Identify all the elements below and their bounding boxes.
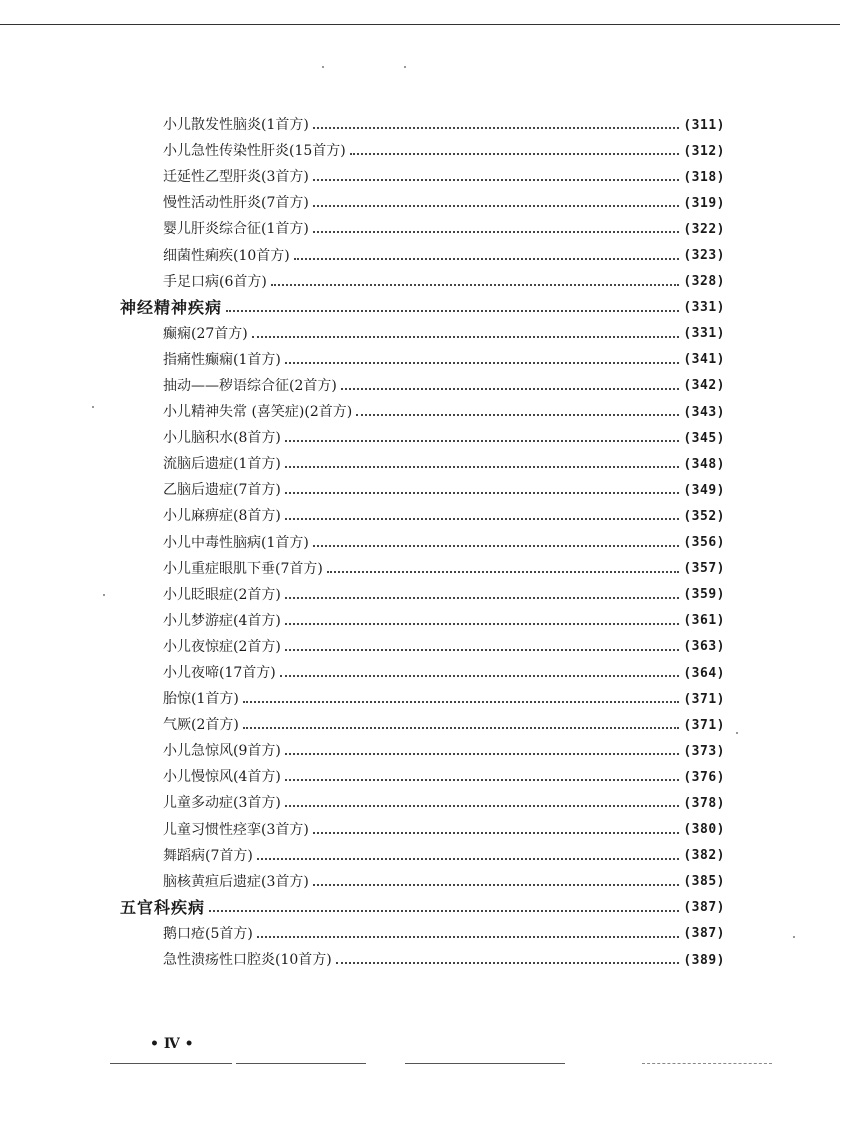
toc-entry[interactable] bbox=[110, 164, 725, 190]
toc-entry-page: (380) bbox=[683, 822, 725, 838]
toc-entry-page: (345) bbox=[683, 430, 725, 446]
toc-entry[interactable] bbox=[110, 660, 725, 686]
dot-leader bbox=[209, 910, 679, 912]
scan-speck bbox=[404, 66, 406, 68]
toc-entry[interactable] bbox=[110, 817, 725, 843]
toc-entry-title: 细菌性痢疾(10首方) bbox=[163, 247, 290, 264]
toc-entry-title: 小儿急性传染性肝炎(15首方) bbox=[163, 143, 346, 160]
dot-leader bbox=[257, 936, 680, 938]
toc-entry-title: 小儿麻痹症(8首方) bbox=[163, 508, 281, 525]
toc-entry[interactable] bbox=[110, 216, 725, 242]
dot-leader bbox=[280, 675, 680, 677]
dot-leader bbox=[294, 258, 680, 260]
toc-entry-title: 乙脑后遗症(7首方) bbox=[163, 482, 281, 499]
toc-entry-page: (328) bbox=[683, 274, 725, 290]
toc-entry-page: (387) bbox=[683, 900, 725, 916]
toc-entry-page: (376) bbox=[683, 769, 725, 785]
toc-entry[interactable] bbox=[110, 921, 725, 947]
toc-entry[interactable] bbox=[110, 582, 725, 608]
toc-entry[interactable] bbox=[110, 686, 725, 712]
toc-entry-title: 神经精神疾病 bbox=[120, 297, 223, 317]
toc-entry-title: 小儿散发性脑炎(1首方) bbox=[163, 117, 309, 134]
toc-entry-title: 小儿重症眼肌下垂(7首方) bbox=[163, 560, 323, 577]
toc-section-heading[interactable] bbox=[110, 295, 725, 321]
toc-entry[interactable] bbox=[110, 738, 725, 764]
toc-entry-page: (371) bbox=[683, 717, 725, 733]
toc-entry-page: (341) bbox=[683, 352, 725, 368]
top-rule bbox=[0, 24, 840, 25]
dot-leader bbox=[285, 805, 680, 807]
dot-leader bbox=[285, 753, 680, 755]
dot-leader bbox=[336, 962, 680, 964]
toc-entry[interactable] bbox=[110, 425, 725, 451]
toc-entry-title: 小儿眨眼症(2首方) bbox=[163, 586, 281, 603]
toc-entry[interactable] bbox=[110, 190, 725, 216]
bottom-rule-segment bbox=[405, 1063, 565, 1064]
dot-leader bbox=[285, 623, 680, 625]
toc-entry-page: (311) bbox=[683, 117, 725, 133]
toc-entry-title: 小儿慢惊风(4首方) bbox=[163, 769, 281, 786]
dot-leader bbox=[257, 858, 680, 860]
dot-leader bbox=[313, 205, 680, 207]
toc-entry-title: 小儿精神失常 (喜笑症)(2首方) bbox=[163, 404, 353, 421]
toc-entry-page: (373) bbox=[683, 743, 725, 759]
toc-entry-title: 五官科疾病 bbox=[120, 897, 206, 917]
dot-leader bbox=[285, 597, 680, 599]
toc-entry[interactable] bbox=[110, 242, 725, 268]
dot-leader bbox=[285, 362, 680, 364]
toc-entry-page: (361) bbox=[683, 613, 725, 629]
dot-leader bbox=[350, 153, 680, 155]
scan-speck bbox=[793, 936, 795, 938]
dot-leader bbox=[243, 701, 680, 703]
dot-leader bbox=[356, 414, 679, 416]
toc-section-heading[interactable] bbox=[110, 895, 725, 921]
toc-entry[interactable] bbox=[110, 399, 725, 425]
toc-entry-title: 小儿脑积水(8首方) bbox=[163, 430, 281, 447]
toc-entry-page: (371) bbox=[683, 691, 725, 707]
toc-entry-page: (312) bbox=[683, 143, 725, 159]
toc-entry[interactable] bbox=[110, 790, 725, 816]
dot-leader bbox=[285, 440, 680, 442]
toc-entry-page: (349) bbox=[683, 482, 725, 498]
toc-entry-title: 手足口病(6首方) bbox=[163, 273, 267, 290]
toc-entry-title: 婴儿肝炎综合征(1首方) bbox=[163, 221, 309, 238]
toc-entry-title: 脑核黄疸后遗症(3首方) bbox=[163, 873, 309, 890]
toc-entry-page: (331) bbox=[683, 300, 725, 316]
dot-leader bbox=[313, 179, 680, 181]
toc-entry-title: 舞蹈病(7首方) bbox=[163, 847, 253, 864]
toc-entry-page: (323) bbox=[683, 248, 725, 264]
toc-entry-title: 急性溃疡性口腔炎(10首方) bbox=[163, 952, 332, 969]
toc-entry-title: 小儿中毒性脑病(1首方) bbox=[163, 534, 309, 551]
toc-entry-title: 儿童多动症(3首方) bbox=[163, 795, 281, 812]
toc-entry[interactable] bbox=[110, 269, 725, 295]
dot-leader bbox=[285, 779, 680, 781]
toc-entry-title: 小儿夜惊症(2首方) bbox=[163, 638, 281, 655]
scan-speck bbox=[736, 732, 738, 734]
dot-leader bbox=[313, 545, 680, 547]
dot-leader bbox=[313, 127, 680, 129]
page-number: • Ⅳ • bbox=[150, 1036, 194, 1052]
toc-entry-page: (359) bbox=[683, 587, 725, 603]
toc-entry-title: 抽动——秽语综合征(2首方) bbox=[163, 377, 337, 394]
toc-entry-page: (356) bbox=[683, 535, 725, 551]
toc-entry-title: 流脑后遗症(1首方) bbox=[163, 456, 281, 473]
toc-entry-page: (387) bbox=[683, 926, 725, 942]
toc-entry[interactable] bbox=[110, 530, 725, 556]
dot-leader bbox=[313, 832, 680, 834]
toc-entry-page: (342) bbox=[683, 378, 725, 394]
toc-entry[interactable] bbox=[110, 321, 725, 347]
toc-entry-page: (357) bbox=[683, 561, 725, 577]
bottom-rule-segment bbox=[236, 1063, 366, 1064]
toc-entry-title: 儿童习惯性痉挛(3首方) bbox=[163, 821, 309, 838]
toc-entry-title: 指痛性癫痫(1首方) bbox=[163, 351, 281, 368]
dot-leader bbox=[313, 231, 680, 233]
toc-entry-title: 胎惊(1首方) bbox=[163, 691, 239, 708]
dot-leader bbox=[313, 884, 680, 886]
dot-leader bbox=[341, 388, 680, 390]
table-of-contents bbox=[110, 112, 725, 973]
dot-leader bbox=[285, 492, 680, 494]
toc-entry[interactable] bbox=[110, 138, 725, 164]
toc-entry-title: 慢性活动性肝炎(7首方) bbox=[163, 195, 309, 212]
toc-entry[interactable] bbox=[110, 556, 725, 582]
toc-entry[interactable] bbox=[110, 947, 725, 973]
toc-entry-title: 小儿夜啼(17首方) bbox=[163, 665, 276, 682]
toc-entry-page: (343) bbox=[683, 404, 725, 420]
dot-leader bbox=[327, 571, 680, 573]
scan-speck bbox=[92, 406, 94, 408]
toc-entry-page: (385) bbox=[683, 874, 725, 890]
toc-entry-page: (389) bbox=[683, 952, 725, 968]
bottom-rule-segment bbox=[110, 1063, 232, 1064]
toc-entry-page: (319) bbox=[683, 195, 725, 211]
toc-entry-page: (318) bbox=[683, 169, 725, 185]
dot-leader bbox=[271, 284, 680, 286]
dot-leader bbox=[252, 336, 680, 338]
toc-entry[interactable] bbox=[110, 608, 725, 634]
toc-entry-page: (363) bbox=[683, 639, 725, 655]
toc-entry-page: (382) bbox=[683, 848, 725, 864]
toc-entry-title: 鹅口疮(5首方) bbox=[163, 925, 253, 942]
toc-entry[interactable] bbox=[110, 503, 725, 529]
toc-entry[interactable] bbox=[110, 634, 725, 660]
toc-entry-title: 气厥(2首方) bbox=[163, 717, 239, 734]
scan-speck bbox=[322, 66, 324, 68]
toc-entry[interactable] bbox=[110, 843, 725, 869]
toc-entry-title: 癫痫(27首方) bbox=[163, 325, 248, 342]
dot-leader bbox=[285, 649, 680, 651]
bottom-rule-segment bbox=[642, 1063, 772, 1064]
toc-entry[interactable] bbox=[110, 451, 725, 477]
toc-entry-page: (348) bbox=[683, 456, 725, 472]
dot-leader bbox=[285, 466, 680, 468]
toc-entry-title: 小儿急惊风(9首方) bbox=[163, 743, 281, 760]
toc-entry[interactable] bbox=[110, 869, 725, 895]
toc-entry[interactable] bbox=[110, 112, 725, 138]
dot-leader bbox=[226, 310, 679, 312]
toc-entry-page: (364) bbox=[683, 665, 725, 681]
toc-entry[interactable] bbox=[110, 477, 725, 503]
toc-entry-page: (378) bbox=[683, 795, 725, 811]
dot-leader bbox=[285, 518, 680, 520]
toc-entry-title: 小儿梦游症(4首方) bbox=[163, 612, 281, 629]
scan-speck bbox=[103, 594, 105, 596]
toc-entry-page: (331) bbox=[683, 326, 725, 342]
toc-entry[interactable] bbox=[110, 347, 725, 373]
dot-leader bbox=[243, 727, 680, 729]
toc-entry[interactable] bbox=[110, 764, 725, 790]
toc-entry-page: (322) bbox=[683, 221, 725, 237]
toc-entry[interactable] bbox=[110, 712, 725, 738]
toc-entry-page: (352) bbox=[683, 508, 725, 524]
toc-entry-title: 迁延性乙型肝炎(3首方) bbox=[163, 169, 309, 186]
toc-entry[interactable] bbox=[110, 373, 725, 399]
